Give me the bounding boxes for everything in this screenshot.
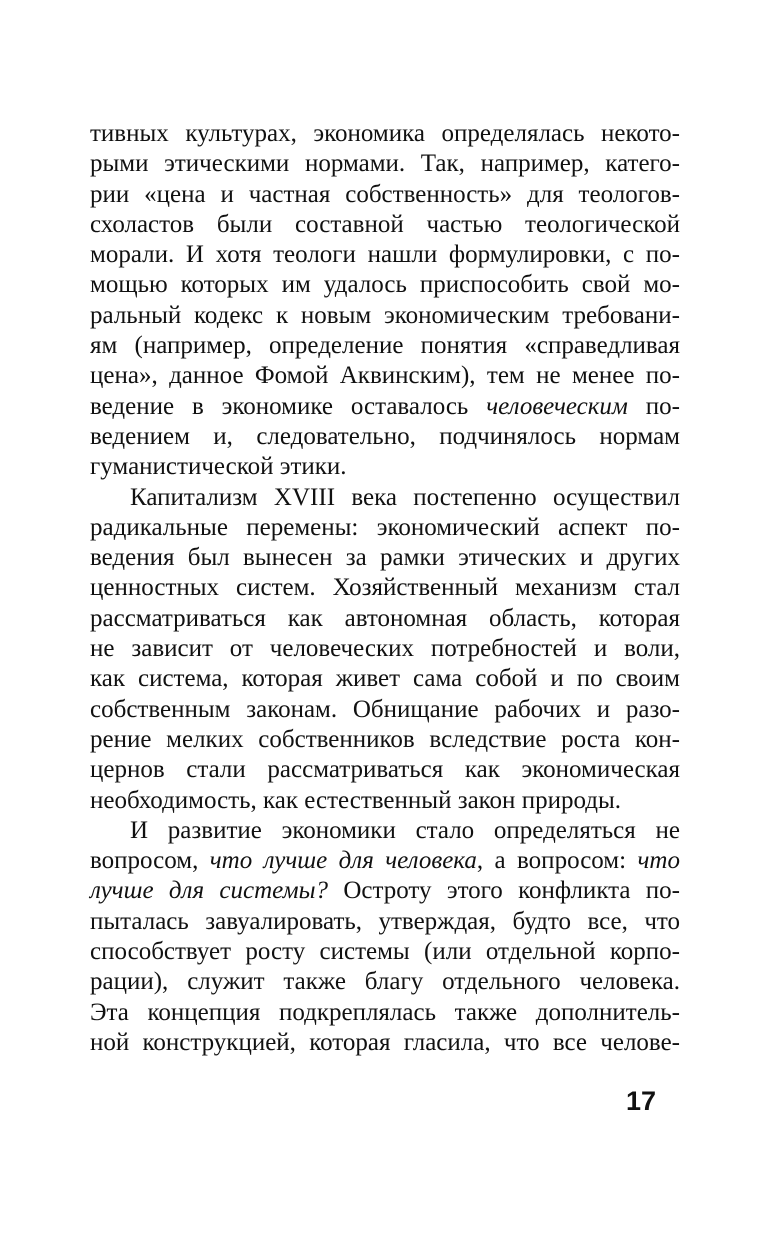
text-line: цернов стали рассматриваться как экономическая [90, 756, 680, 784]
text-line: Эта концепция подкреплялась также дополнитель- [90, 998, 680, 1026]
text-line: рии «цена и частная собственность» для теологов- [90, 180, 680, 208]
text-line: схоластов были составной частью теологической [90, 210, 680, 238]
text-line: тивных культурах, экономика определялась некото- [90, 120, 680, 147]
text-line: лучше для системы? Остроту этого конфликта по- [90, 877, 680, 905]
text-line: необходимость, как естественный закон природы. [90, 786, 621, 814]
text-line: ведение в экономике оставалось человеческим по- [90, 392, 680, 420]
italic-emphasis: что лучше для человека [209, 847, 477, 875]
text-line: рение мелких собственников вследствие роста кон- [90, 725, 680, 753]
text-line: радикальные перемены: экономический аспект по- [90, 513, 680, 541]
text-line: цена», данное Фомой Аквинским), тем не менее по- [90, 362, 680, 390]
text-line: ям (например, определение понятия «справедливая [90, 332, 680, 360]
text-line: ведения был вынесен за рамки этических и других [90, 544, 680, 572]
text-line: пыталась завуалировать, утверждая, будто все, что [90, 907, 680, 935]
text-line: собственным законам. Обнищание рабочих и разо- [90, 695, 680, 723]
text-line: ведением и, следовательно, подчинялось нормам [90, 422, 680, 450]
text-line: не зависит от человеческих потребностей и воли, [90, 635, 680, 663]
text-line: ценностных систем. Хозяйственный механизм стал [90, 574, 680, 602]
italic-emphasis: что [637, 847, 680, 875]
text-line: ральный кодекс к новым экономическим требовани- [90, 301, 680, 329]
text-line: гуманистической этики. [90, 453, 347, 481]
text-line: рыми этическими нормами. Так, например, катего- [90, 150, 680, 178]
text-line: морали. И хотя теологи нашли формулировки, с по- [90, 241, 680, 269]
text-line: рации), служит также благу отдельного человека. [90, 968, 680, 996]
text-line: ной конструкцией, которая гласила, что все челове- [90, 1028, 680, 1056]
text-line: вопросом, что лучше для человека, а вопросом: что [90, 847, 680, 875]
text-line: мощью которых им удалось приспособить свой мо- [90, 271, 680, 299]
text-line: способствует росту системы (или отдельной корпо- [90, 938, 680, 966]
italic-emphasis: лучше для системы? [90, 877, 329, 905]
italic-emphasis: человеческим [486, 392, 628, 420]
text-line: рассматриваться как автономная область, которая [90, 604, 680, 632]
text-line: как система, которая живет сама собой и по своим [90, 665, 680, 693]
body-text [90, 119, 680, 1058]
text-line: Капитализм XVIII века постепенно осуществил [130, 483, 680, 511]
page-number: 17 [626, 1086, 657, 1116]
text-line: И развитие экономики стало определяться не [130, 816, 680, 844]
